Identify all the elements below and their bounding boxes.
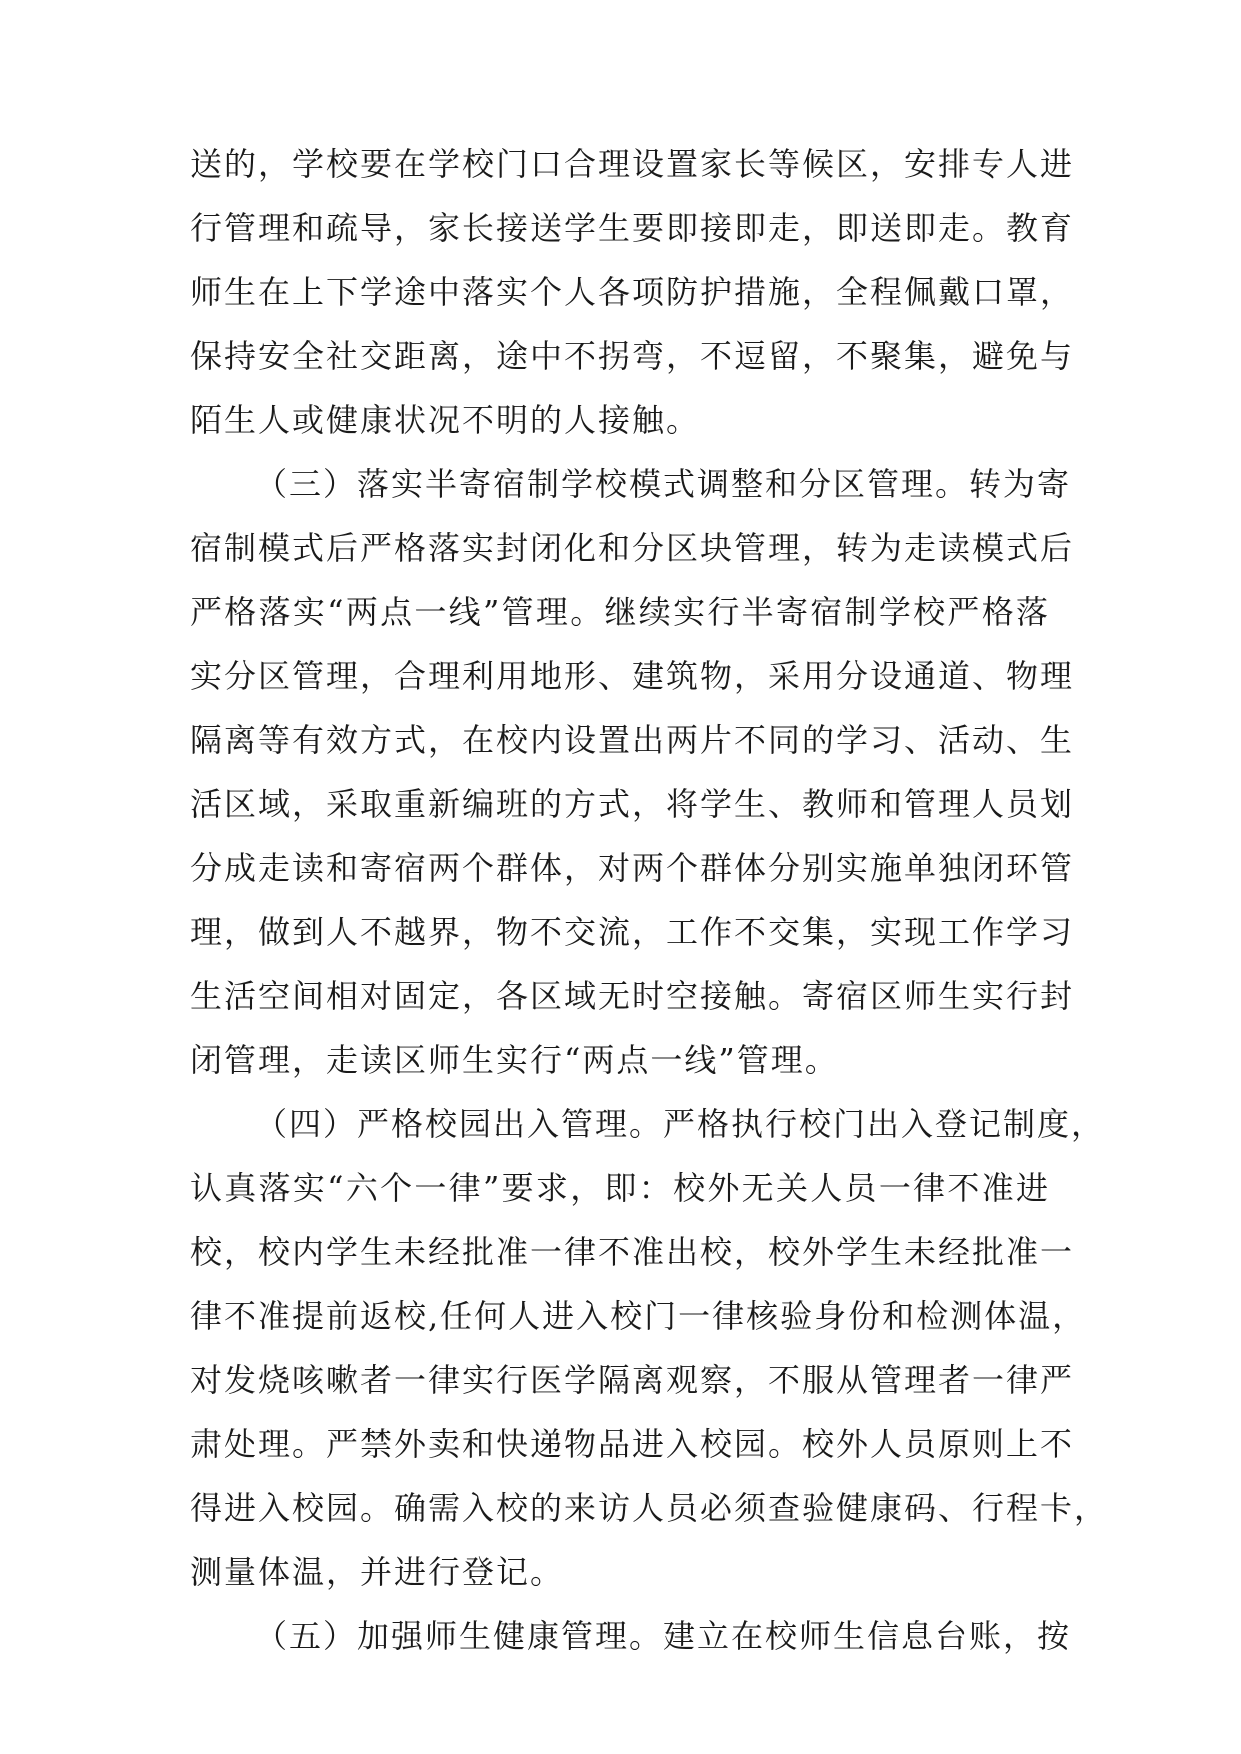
text-line: 隔离等有效方式，在校内设置出两片不同的学习、活动、生 bbox=[190, 721, 1075, 759]
text-line: 分成走读和寄宿两个群体，对两个群体分别实施单独闭环管 bbox=[190, 849, 1075, 887]
text-line: 得进入校园。确需入校的来访人员必须查验健康码、行程卡， bbox=[190, 1489, 1109, 1527]
section-heading-line: （五）加强师生健康管理。建立在校师生信息台账，按 bbox=[255, 1617, 1072, 1655]
paragraph-end-line: 陌生人或健康状况不明的人接触。 bbox=[190, 401, 701, 439]
text-line: 保持安全社交距离，途中不拐弯，不逗留，不聚集，避免与 bbox=[190, 337, 1075, 375]
paragraph-end-line: 测量体温，并进行登记。 bbox=[190, 1553, 565, 1591]
text-line: 生活空间相对固定，各区域无时空接触。寄宿区师生实行封 bbox=[190, 977, 1075, 1015]
text-line: 行管理和疏导，家长接送学生要即接即走，即送即走。教育 bbox=[190, 209, 1075, 247]
paragraph-end-line: 闭管理，走读区师生实行“两点一线”管理。 bbox=[190, 1041, 839, 1079]
text-line: 实分区管理，合理利用地形、建筑物，采用分设通道、物理 bbox=[190, 657, 1075, 695]
section-heading-line: （四）严格校园出入管理。严格执行校门出入登记制度， bbox=[255, 1105, 1106, 1143]
text-line: 师生在上下学途中落实个人各项防护措施，全程佩戴口罩， bbox=[190, 273, 1075, 311]
text-line: 活区域，采取重新编班的方式，将学生、教师和管理人员划 bbox=[190, 785, 1075, 823]
text-line: 认真落实“六个一律”要求，即：校外无关人员一律不准进 bbox=[190, 1169, 1050, 1207]
text-line: 肃处理。严禁外卖和快递物品进入校园。校外人员原则上不 bbox=[190, 1425, 1075, 1463]
text-line: 严格落实“两点一线”管理。继续实行半寄宿制学校严格落 bbox=[190, 593, 1050, 631]
text-line: 校，校内学生未经批准一律不准出校，校外学生未经批准一 bbox=[190, 1233, 1075, 1271]
text-line: 理，做到人不越界，物不交流，工作不交集，实现工作学习 bbox=[190, 913, 1075, 951]
text-line: 送的，学校要在学校门口合理设置家长等候区，安排专人进 bbox=[190, 145, 1075, 183]
text-line: 律不准提前返校,任何人进入校门一律核验身份和检测体温， bbox=[190, 1297, 1087, 1335]
text-line: 宿制模式后严格落实封闭化和分区块管理，转为走读模式后 bbox=[190, 529, 1075, 567]
text-line: 对发烧咳嗽者一律实行医学隔离观察，不服从管理者一律严 bbox=[190, 1361, 1075, 1399]
section-heading-line: （三）落实半寄宿制学校模式调整和分区管理。转为寄 bbox=[255, 465, 1072, 503]
